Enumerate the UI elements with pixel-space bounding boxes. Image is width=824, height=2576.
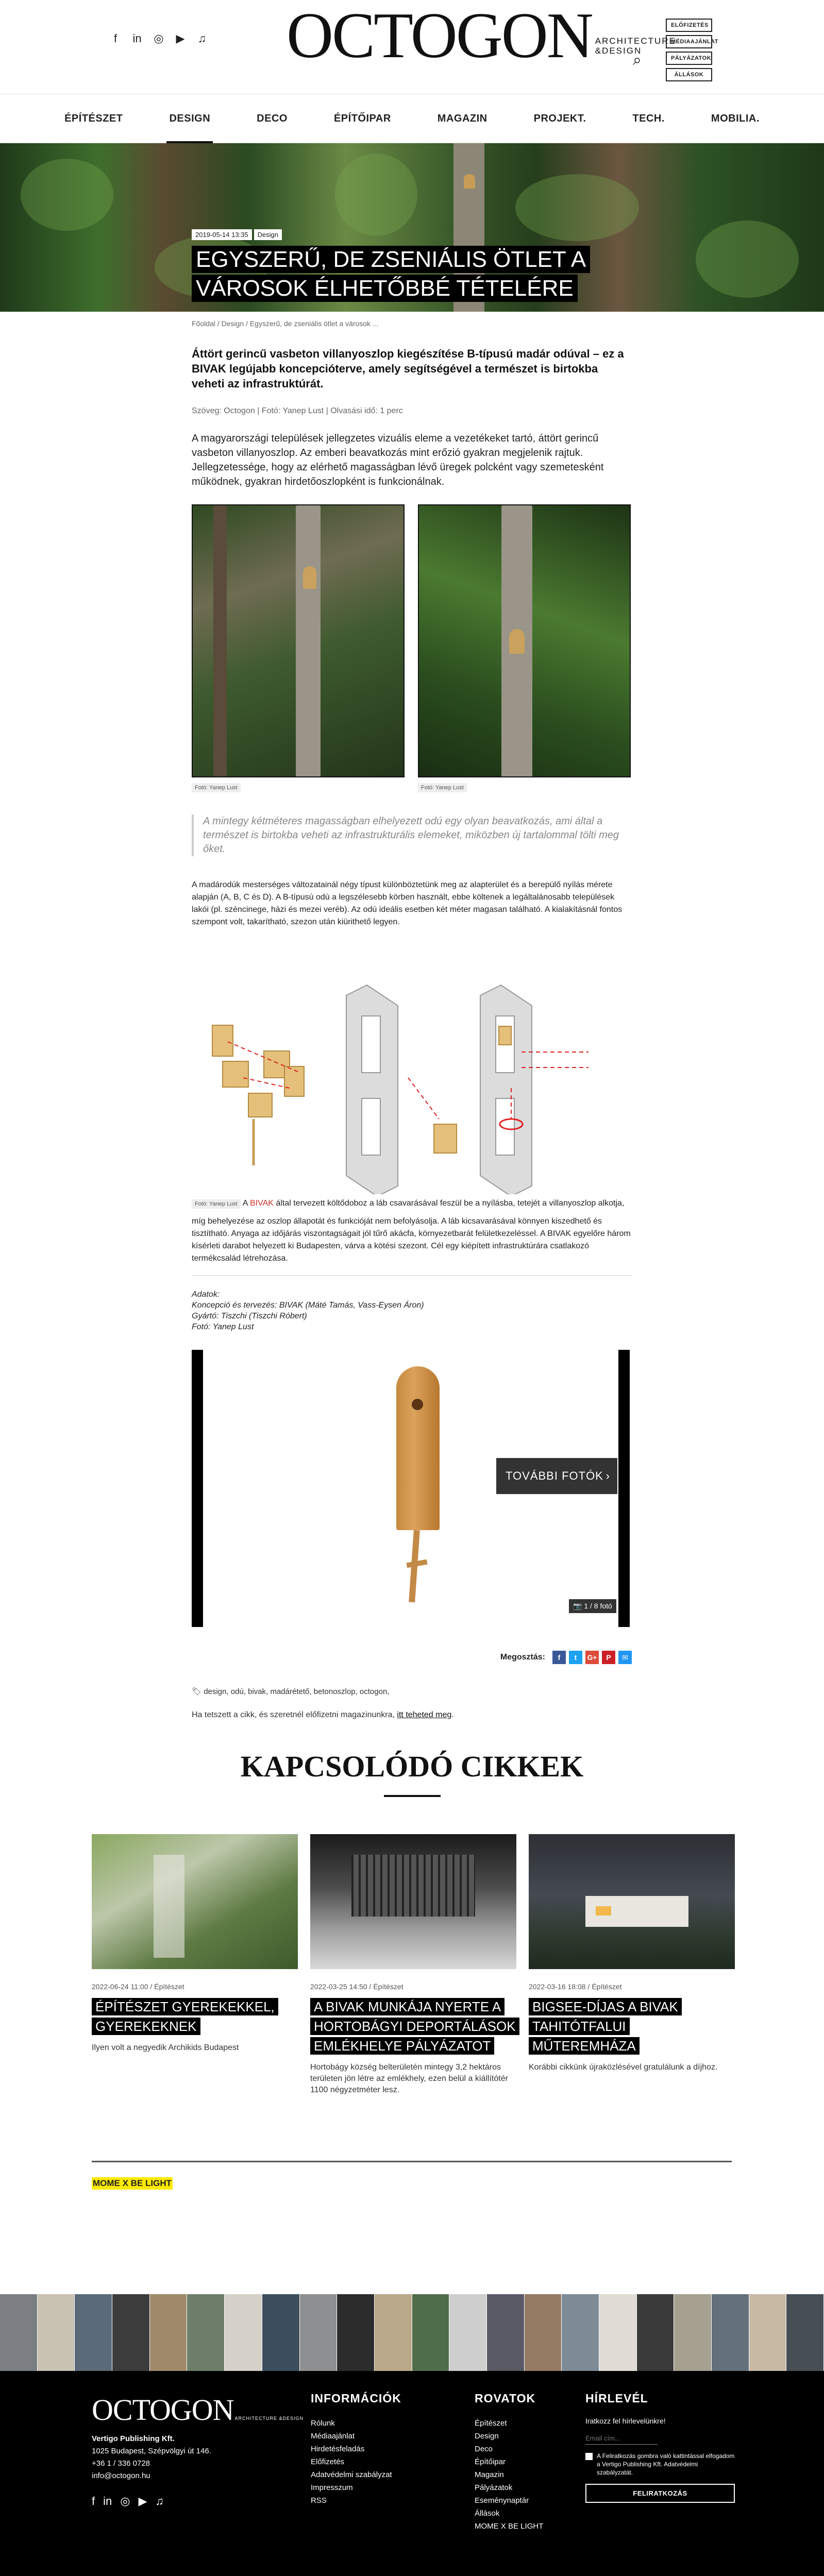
magazine-cover[interactable] bbox=[674, 2294, 712, 2371]
magazine-cover[interactable] bbox=[712, 2294, 749, 2371]
footer-phone: +36 1 / 336 0728 bbox=[92, 2459, 150, 2468]
more-photos-button[interactable]: TOVÁBBI FOTÓK › bbox=[496, 1458, 617, 1494]
card-category: Építészet bbox=[373, 1982, 403, 1991]
magazine-cover[interactable] bbox=[112, 2294, 150, 2371]
search-icon[interactable]: ⌕ bbox=[633, 52, 642, 69]
credits-line-2: Gyártó: Tiszchi (Tiszchi Róbert) bbox=[192, 1312, 307, 1320]
diagram-caption bbox=[192, 1197, 632, 1210]
magazine-cover[interactable] bbox=[75, 2294, 112, 2371]
footer-link[interactable]: Építőipar bbox=[475, 2458, 506, 2466]
newsletter-subscribe-button[interactable]: FELIRATKOZÁS bbox=[585, 2484, 735, 2503]
card-category: Építészet bbox=[154, 1982, 184, 1991]
footer-link[interactable]: Eseménynaptár bbox=[475, 2496, 529, 2505]
magazine-cover[interactable] bbox=[375, 2294, 412, 2371]
facebook-share-icon[interactable]: f bbox=[552, 1651, 566, 1664]
magazine-cover[interactable] bbox=[487, 2294, 525, 2371]
hero-title-box bbox=[192, 229, 625, 303]
logo-word: OCTOGON bbox=[287, 0, 592, 72]
twitter-share-icon[interactable]: t bbox=[569, 1651, 582, 1664]
nav-item-projekt[interactable]: PROJEKT. bbox=[533, 112, 586, 124]
credits-title: Adatok: bbox=[192, 1290, 220, 1299]
related-title: KAPCSOLÓDÓ CIKKEK bbox=[240, 1750, 584, 1783]
subscribe-link[interactable]: itt teheted meg bbox=[397, 1710, 452, 1719]
tag-icon: 🏷 bbox=[192, 1687, 202, 1696]
related-card-image[interactable] bbox=[529, 1834, 735, 1969]
footer-street: 1025 Budapest, Szépvölgyi út 146. bbox=[92, 2447, 211, 2455]
photo-pair bbox=[192, 504, 632, 777]
article-tags[interactable]: 🏷 design, odú, bivak, madárétető, betonoszlop, octogon, bbox=[192, 1687, 390, 1696]
photo-caption-2: Fotó: Yanep Lust bbox=[418, 783, 467, 792]
related-card[interactable]: 2022-03-16 18:08 / Építészet BIGSEE-DÍJAS A BIVAK TAHITÓTFALUI MŰTEREMHÁZA Korábbi cikkünk újraközlésével gratulálunk a díjhoz. bbox=[529, 1834, 735, 2096]
diagram-credit: Fotó: Yanep Lust bbox=[192, 1199, 241, 1209]
footer-link[interactable]: Hirdetésfeladás bbox=[311, 2445, 365, 2453]
magazine-cover[interactable] bbox=[300, 2294, 338, 2371]
footer-logo[interactable]: OCTOGON ARCHITECTURE &DESIGN bbox=[92, 2393, 304, 2427]
pull-quote: A mintegy kétméteres magasságban elhelyezett odú egy olyan beavatkozás, ami által a természet is birtokba veheti az infrastrukturális elemeket, miközben új tartalommal tölti meg őket. bbox=[192, 815, 632, 856]
hero-category[interactable]: Design bbox=[254, 229, 282, 240]
gallery-count: 📷 1 / 8 fotó bbox=[569, 1599, 616, 1613]
bivak-link[interactable]: BIVAK bbox=[250, 1199, 274, 1208]
card-title[interactable]: A BIVAK MUNKÁJA NYERTE A HORTOBÁGYI DEPORTÁLÁSOK EMLÉKHELYE PÁLYÁZATOT bbox=[310, 1998, 519, 2055]
footer-link[interactable]: Építészet bbox=[475, 2419, 507, 2428]
logo-sub-2: &DESIGN bbox=[595, 46, 642, 56]
footer-link[interactable]: Deco bbox=[475, 2445, 493, 2453]
magazine-cover[interactable] bbox=[38, 2294, 75, 2371]
nav-item-deco[interactable]: DECO bbox=[257, 112, 288, 124]
nav-item-design[interactable]: DESIGN bbox=[146, 94, 233, 143]
breadcrumb[interactable]: Főoldal / Design / Egyszerű, de zseniális ötlet a városok ... bbox=[192, 319, 379, 328]
youtube-icon[interactable]: ▶ bbox=[138, 2495, 147, 2507]
magazine-cover[interactable] bbox=[412, 2294, 450, 2371]
magazine-cover[interactable] bbox=[749, 2294, 787, 2371]
tenders-button[interactable]: PÁLYÁZATOK bbox=[666, 52, 712, 65]
subscribe-button[interactable]: ELŐFIZETÉS bbox=[666, 19, 712, 32]
podcast-icon[interactable]: ♫ bbox=[155, 2495, 164, 2507]
card-date: 2022-06-24 11:00 bbox=[92, 1982, 148, 1991]
card-category: Építészet bbox=[592, 1982, 622, 1991]
footer-social bbox=[92, 2495, 164, 2508]
divider bbox=[192, 1275, 632, 1276]
instagram-icon[interactable]: ◎ bbox=[154, 32, 164, 45]
card-title[interactable]: BIGSEE-DÍJAS A BIVAK TAHITÓTFALUI MŰTEREMHÁZA bbox=[529, 1998, 682, 2055]
credits-line-3: Fotó: Yanep Lust bbox=[192, 1323, 254, 1331]
magazine-cover[interactable] bbox=[637, 2294, 675, 2371]
card-date: 2022-03-16 18:08 bbox=[529, 1982, 586, 1991]
footer-address bbox=[92, 2433, 211, 2482]
credits-line-1: Koncepció és tervezés: BIVAK (Máté Tamás, Vass-Eysen Áron) bbox=[192, 1301, 424, 1310]
photo-caption-1: Fotó: Yanep Lust bbox=[192, 783, 241, 792]
magazine-cover[interactable] bbox=[0, 2294, 38, 2371]
card-desc: Korábbi cikkünk újraközlésével gratulálunk a díjhoz. bbox=[529, 2063, 718, 2072]
magazine-cover[interactable] bbox=[337, 2294, 375, 2371]
card-title[interactable]: ÉPÍTÉSZET GYEREKEKKEL, GYEREKEKNEK bbox=[92, 1998, 278, 2035]
footer-link[interactable]: Állások bbox=[475, 2509, 500, 2518]
card-desc: Hortobágy község belterületén mintegy 3,2 hektáros területen jön létre az emlékhely, ezen belül a kiállítótér 1100 négyzetméter lesz. bbox=[310, 2063, 508, 2094]
footer-info bbox=[311, 2392, 401, 2507]
related-articles bbox=[0, 1749, 824, 1827]
article-lead: Áttört gerincű vasbeton villanyoszlop kiegészítése B-típusú madár odúval – ez a BIVAK legújabb koncepciótervе, amely segítségével a természet is birtokba veheti az infrastruktúrát. bbox=[192, 347, 624, 390]
magazine-cover[interactable] bbox=[525, 2294, 562, 2371]
magazine-cover[interactable] bbox=[786, 2294, 824, 2371]
podcast-icon[interactable]: ♫ bbox=[197, 32, 207, 45]
share-label: Megosztás: bbox=[500, 1653, 545, 1662]
article-body-1: A madárodúk mesterséges változatainál négy típust különböztetünk meg az alapterület és a berepülő nyílás mérete alapján (A, B, C és D). A B-típusú odú a legszélesebb körben használt, ebbe költenek a legáltalánosabb települések lakói (pl. széncinege, házi és mezei veréb). Az odú ideális esetben két méter magasan található. A kialakításnál fontos szempont volt, takarítható, szezon után kiürithető legyen. bbox=[192, 880, 623, 926]
share-bar bbox=[192, 1651, 632, 1664]
footer-link[interactable]: Pályázatok bbox=[475, 2483, 513, 2492]
newsletter-consent-checkbox[interactable] bbox=[585, 2453, 593, 2460]
article-photo-1[interactable] bbox=[192, 504, 405, 777]
magazine-cover[interactable] bbox=[225, 2294, 262, 2371]
newsletter bbox=[585, 2392, 735, 2503]
related-card-image[interactable] bbox=[310, 1834, 516, 1969]
magazine-cover[interactable] bbox=[599, 2294, 637, 2371]
footer-rovatok-title: ROVATOK bbox=[475, 2392, 536, 2405]
footer-link[interactable]: Médiaajánlat bbox=[311, 2432, 355, 2441]
newsletter-consent-text: A Feliratkozás gombra való kattintással elfogadom a Vertigo Publishing Kft. Adatvédelmi szabályzatát. bbox=[597, 2452, 735, 2476]
mome-link[interactable]: MOME X BE LIGHT bbox=[92, 2177, 173, 2190]
magazine-cover[interactable] bbox=[187, 2294, 225, 2371]
magazine-cover[interactable] bbox=[262, 2294, 300, 2371]
related-card[interactable]: 2022-03-25 14:50 / Építészet A BIVAK MUNKÁJA NYERTE A HORTOBÁGYI DEPORTÁLÁSOK EMLÉKHELYE PÁLYÁZATOT Hortobágy község belterületén mintegy 3,2 hektáros területen jön létre az emlékhely, ezen belül a kiállítótér 1100 négyzetméter lesz. bbox=[310, 1834, 516, 2096]
hero-image bbox=[0, 143, 824, 312]
footer-link[interactable]: Impresszum bbox=[311, 2483, 353, 2492]
footer-link[interactable]: MOME X BE LIGHT bbox=[475, 2522, 544, 2531]
article-photo-2[interactable] bbox=[418, 504, 631, 777]
instagram-icon[interactable]: ◎ bbox=[120, 2495, 130, 2507]
site-header bbox=[0, 0, 824, 94]
footer-link[interactable]: Magazin bbox=[475, 2470, 504, 2479]
article-intro: A magyarországi települések jellegzetes vizuális eleme a vezetékeket tartó, áttört gerincű vasbeton villanyoszlop. Az emberi beavatkozás mint erőzió gyakran megjelenik rajtuk. Jellegzetessége, hogy az elérhető magasságban lévő üregek polcként vagy szemetesként működnek, gyakran hirdetőoszlopként is funkcionálnak. bbox=[192, 433, 604, 487]
footer-link[interactable]: Design bbox=[475, 2432, 499, 2441]
facebook-icon[interactable]: f bbox=[92, 2495, 95, 2507]
top-buttons bbox=[666, 19, 718, 81]
related-card[interactable]: 2022-06-24 11:00 / Építészet ÉPÍTÉSZET GYEREKEKKEL, GYEREKEKNEK Ilyen volt a negyedik Archikids Budapest bbox=[92, 1834, 298, 2096]
linkedin-icon[interactable]: in bbox=[132, 32, 142, 45]
diagram-caption-a: A bbox=[242, 1199, 248, 1208]
youtube-icon[interactable]: ▶ bbox=[176, 32, 185, 45]
newsletter-email-input[interactable] bbox=[585, 2432, 658, 2445]
gallery-birdhouse-image bbox=[396, 1366, 440, 1530]
facebook-icon[interactable]: f bbox=[113, 32, 117, 45]
related-cards bbox=[92, 1834, 735, 2096]
nav-item-tech[interactable]: TECH. bbox=[632, 112, 665, 124]
magazine-cover[interactable] bbox=[449, 2294, 487, 2371]
nav-item-epiteszet[interactable]: ÉPÍTÉSZET bbox=[64, 112, 123, 124]
nav-item-mobilia[interactable]: MOBILIA. bbox=[711, 112, 760, 124]
footer-email[interactable]: info@octogon.hu bbox=[92, 2471, 150, 2480]
divider bbox=[92, 2161, 732, 2162]
footer-rovatok bbox=[475, 2392, 543, 2533]
magazine-cover[interactable] bbox=[150, 2294, 188, 2371]
subscribe-cta: Ha tetszett a cikk, és szeretnél előfizetni magazinunkra, itt teheted meg. bbox=[192, 1710, 454, 1719]
linkedin-icon[interactable]: in bbox=[103, 2495, 112, 2507]
jobs-button[interactable]: ÁLLÁSOK bbox=[666, 68, 712, 81]
newsletter-title: HÍRLEVÉL bbox=[585, 2392, 648, 2405]
footer-link[interactable]: RSS bbox=[311, 2496, 327, 2505]
magazine-covers-strip[interactable] bbox=[0, 2294, 824, 2371]
footer-company: Vertigo Publishing Kft. bbox=[92, 2434, 175, 2443]
footer-link[interactable]: Adatvédelmi szabályzat bbox=[311, 2470, 392, 2479]
footer-link[interactable]: Rólunk bbox=[311, 2419, 335, 2428]
photo-gallery[interactable] bbox=[192, 1350, 630, 1627]
hero-date: 2019-05-14 13:35 bbox=[192, 229, 252, 240]
newsletter-text: Iratkozz fel hírlevelünkre! bbox=[585, 2417, 666, 2425]
page-title: EGYSZERŰ, DE ZSENIÁLIS ÖTLET A VÁROSOK ÉLHETŐBBÉ TÉTELÉRE bbox=[192, 246, 590, 302]
diagram-caption-b: által tervezett költődoboz a láb csavarásával feszül be a nyílásba, tetejét a villanyoszlop alkotja, bbox=[276, 1199, 625, 1208]
card-desc: Ilyen volt a negyedik Archikids Budapest bbox=[92, 2043, 239, 2052]
main-nav bbox=[0, 94, 824, 143]
logo-sub-1: ARCHITECTURE bbox=[595, 36, 676, 46]
card-date: 2022-03-25 14:50 bbox=[310, 1982, 367, 1991]
pinterest-share-icon[interactable]: P bbox=[602, 1651, 615, 1664]
article-body-2: míg behelyezése az oszlop állapotát és funkcióját nem befolyásolja. A láb kicsavarásával könnyen kiszedhető és tisztítható. Anyaga az időjárás viszontagságait jól tűrő akácfa, környezetbarát felületkezeléssel. A BIVAK egyelőre három kísérleti darabot helyezett ki Budapesten, várva a kötési szezont. Cél egy kiépített infrastruktúrára csatlakozó termékcsalád létrehozása. bbox=[192, 1217, 631, 1263]
nav-item-magazin[interactable]: MAGAZIN bbox=[437, 112, 487, 124]
nav-item-epitoipar[interactable]: ÉPÍTŐIPAR bbox=[333, 112, 391, 124]
article bbox=[192, 319, 632, 1720]
footer-link[interactable]: Előfizetés bbox=[311, 2458, 345, 2466]
email-share-icon[interactable]: ✉ bbox=[618, 1651, 632, 1664]
magazine-cover[interactable] bbox=[562, 2294, 599, 2371]
header-social bbox=[109, 32, 208, 45]
site-logo[interactable] bbox=[287, 0, 676, 72]
googleplus-share-icon[interactable]: G+ bbox=[585, 1651, 599, 1664]
article-credits bbox=[192, 1289, 632, 1332]
birdhouse-diagram[interactable] bbox=[192, 949, 632, 1194]
site-footer bbox=[0, 2371, 824, 2576]
related-card-image[interactable] bbox=[92, 1834, 298, 1969]
article-byline: Szöveg: Octogon | Fotó: Yanep Lust | Olvasási idő: 1 perc bbox=[192, 406, 403, 415]
footer-info-title: INFORMÁCIÓK bbox=[311, 2392, 401, 2405]
media-offer-button[interactable]: MÉDIAAJÁNLAT bbox=[666, 35, 712, 48]
